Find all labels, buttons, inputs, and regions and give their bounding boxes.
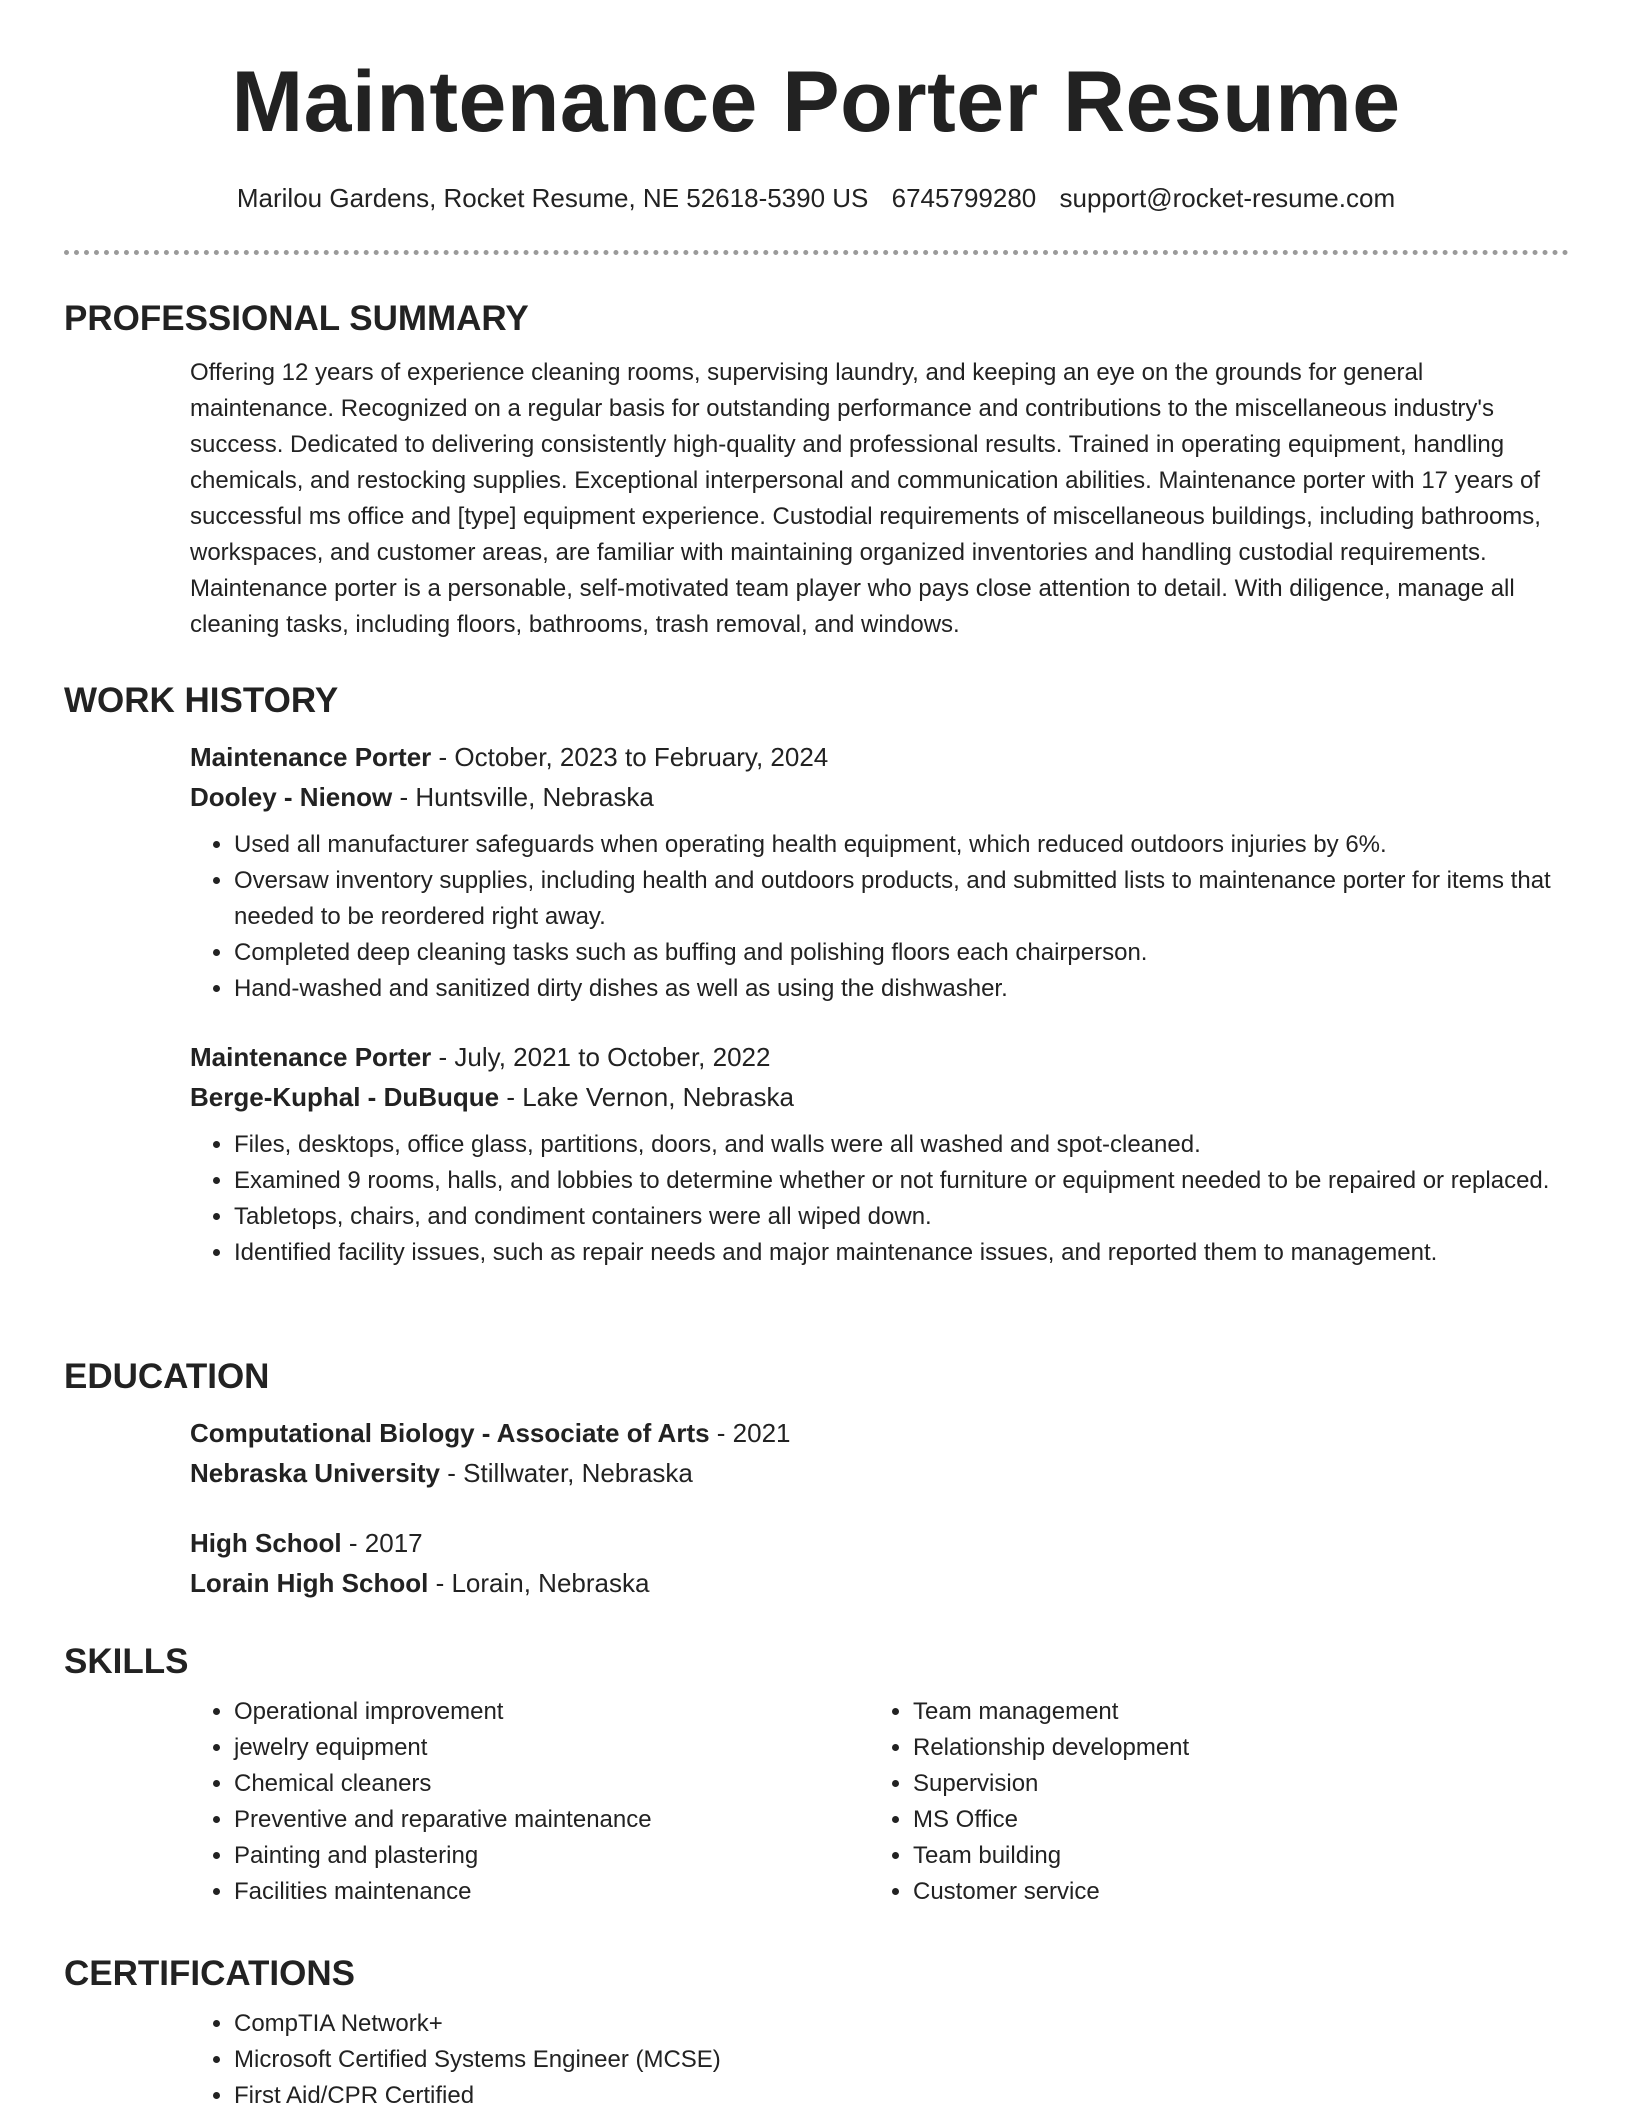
- skills-list-left: [190, 1694, 869, 1910]
- job-title-line: [190, 1037, 1569, 1077]
- education-heading: EDUCATION: [64, 1357, 270, 1396]
- summary-text: Offering 12 years of experience cleaning rooms, supervising laundry, and keeping an eye on the grounds for general maintenance. Recognized on a regular basis for outstanding performance and contributions to the miscellaneous industry's success. Dedicated to delivering consistently high-quality and professional results. Trained in operating equipment, handling chemicals, and restocking supplies. Exceptional interpersonal and communication abilities. Maintenance porter with 17 years of successful ms office and [type] equipment experience. Custodial requirements of miscellaneous buildings, including bathrooms, workspaces, and customer areas, are familiar with maintaining organized inventories and handling custodial requirements. Maintenance porter is a personable, self-motivated team player who pays close attention to detail. With diligence, manage all cleaning tasks, including floors, bathrooms, trash removal, and windows.: [190, 359, 1541, 638]
- job-duty: • Used all manufacturer safeguards when operating health equipment, which reduced outdoors injuries by 6%.: [234, 827, 1569, 863]
- degree-line: [190, 1413, 1569, 1453]
- contact-email: support@rocket-resume.com: [1059, 183, 1396, 213]
- school-name: Nebraska University: [190, 1458, 441, 1488]
- job-company: Berge-Kuphal - DuBuque: [190, 1082, 500, 1112]
- school-location: - Lorain, Nebraska: [428, 1568, 650, 1598]
- job-location: - Huntsville, Nebraska: [392, 782, 654, 812]
- job-location: - Lake Vernon, Nebraska: [499, 1082, 794, 1112]
- skill-item: • Preventive and reparative maintenance: [234, 1802, 869, 1838]
- skill-item: • Facilities maintenance: [234, 1874, 869, 1910]
- job-duty: • Files, desktops, office glass, partitions, doors, and walls were all washed and spot-cleaned.: [234, 1127, 1569, 1163]
- job-duties-list: [190, 1127, 1569, 1271]
- education-section: [64, 1355, 1569, 1603]
- certifications-list: [190, 2006, 1569, 2114]
- job-duty: • Completed deep cleaning tasks such as buffing and polishing floors each chairperson.: [234, 935, 1569, 971]
- certifications-section: [64, 1952, 1569, 2114]
- school-line: [190, 1453, 1569, 1493]
- education-entry: [190, 1523, 1569, 1603]
- job-entry: [190, 737, 1569, 1007]
- contact-line: [0, 180, 1632, 216]
- degree-name: High School: [190, 1528, 342, 1558]
- job-company: Dooley - Nienow: [190, 782, 393, 812]
- skills-grid: [190, 1694, 1569, 1910]
- school-name: Lorain High School: [190, 1568, 429, 1598]
- degree-line: [190, 1523, 1569, 1563]
- certification-item: • First Aid/CPR Certified: [234, 2078, 1569, 2114]
- degree-year: - 2017: [341, 1528, 423, 1558]
- skills-list-right: [869, 1694, 1548, 1910]
- job-entry: [190, 1037, 1569, 1271]
- job-title-line: [190, 737, 1569, 777]
- skills-section: [64, 1640, 1569, 1910]
- job-duty: • Oversaw inventory supplies, including health and outdoors products, and submitted lists to maintenance porter for items that needed to be reordered right away.: [234, 863, 1569, 935]
- skills-heading: SKILLS: [64, 1642, 189, 1681]
- job-title: Maintenance Porter: [190, 742, 432, 772]
- skill-item: • Operational improvement: [234, 1694, 869, 1730]
- header-divider: [64, 250, 1569, 255]
- job-dates: - October, 2023 to February, 2024: [431, 742, 829, 772]
- job-duty: • Identified facility issues, such as repair needs and major maintenance issues, and reported them to management.: [234, 1235, 1569, 1271]
- work-history-section: [64, 679, 1569, 1271]
- certification-item: • CompTIA Network+: [234, 2006, 1569, 2042]
- job-title: Maintenance Porter: [190, 1042, 432, 1072]
- education-entry: [190, 1413, 1569, 1493]
- job-duty: • Hand-washed and sanitized dirty dishes as well as using the dishwasher.: [234, 971, 1569, 1007]
- job-company-line: [190, 1077, 1569, 1117]
- skill-item: • Painting and plastering: [234, 1838, 869, 1874]
- job-duty: • Tabletops, chairs, and condiment containers were all wiped down.: [234, 1199, 1569, 1235]
- job-duties-list: [190, 827, 1569, 1007]
- certifications-heading: CERTIFICATIONS: [64, 1954, 356, 1993]
- job-duty: • Examined 9 rooms, halls, and lobbies to determine whether or not furniture or equipment needed to be repaired or replaced.: [234, 1163, 1569, 1199]
- contact-address: Marilou Gardens, Rocket Resume, NE 52618-5390 US: [236, 183, 869, 213]
- resume-title: Maintenance Porter Resume: [231, 54, 1401, 150]
- skill-item: • jewelry equipment: [234, 1730, 869, 1766]
- summary-heading: PROFESSIONAL SUMMARY: [64, 299, 529, 338]
- work-history-heading: WORK HISTORY: [64, 681, 339, 720]
- degree-name: Computational Biology - Associate of Arts: [190, 1418, 710, 1448]
- degree-year: - 2021: [709, 1418, 791, 1448]
- contact-phone: 6745799280: [891, 183, 1037, 213]
- skill-item: • Supervision: [913, 1766, 1548, 1802]
- skill-item: • MS Office: [913, 1802, 1548, 1838]
- skill-item: • Customer service: [913, 1874, 1548, 1910]
- school-location: - Stillwater, Nebraska: [440, 1458, 693, 1488]
- school-line: [190, 1563, 1569, 1603]
- skill-item: • Relationship development: [913, 1730, 1548, 1766]
- skill-item: • Chemical cleaners: [234, 1766, 869, 1802]
- skill-item: • Team management: [913, 1694, 1548, 1730]
- skill-item: • Team building: [913, 1838, 1548, 1874]
- summary-section: [64, 297, 1569, 643]
- job-company-line: [190, 777, 1569, 817]
- job-dates: - July, 2021 to October, 2022: [431, 1042, 771, 1072]
- certification-item: • Microsoft Certified Systems Engineer (MCSE): [234, 2042, 1569, 2078]
